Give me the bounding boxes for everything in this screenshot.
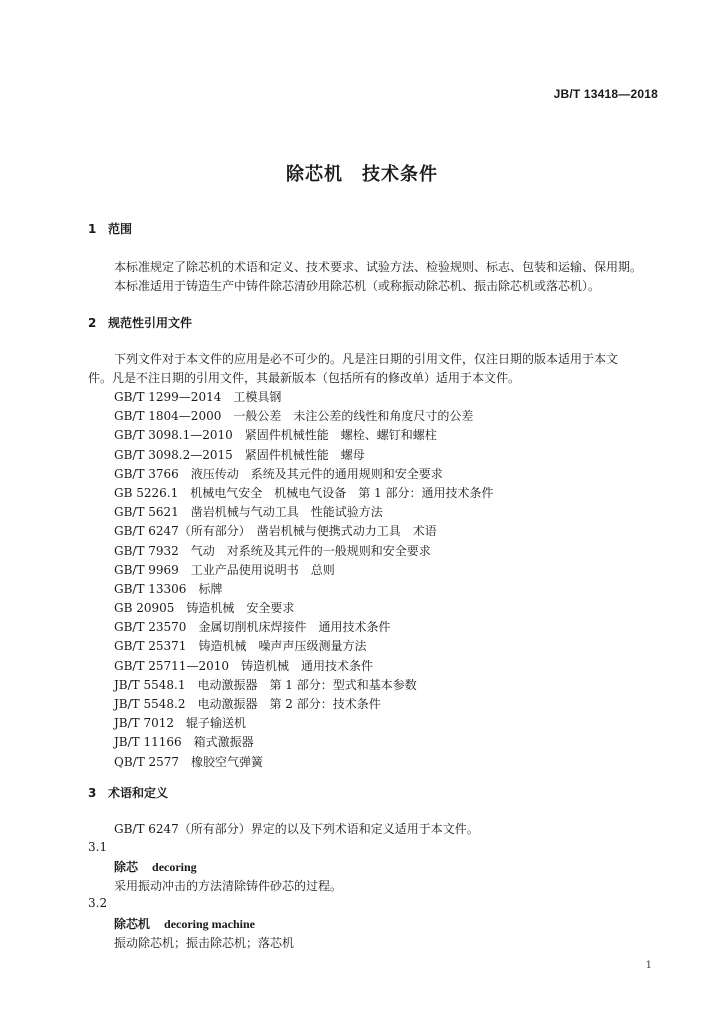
reference-item: JB/T 5548.2 电动激振器 第 2 部分：技术条件 [114, 697, 381, 711]
reference-item: GB/T 7932 气动 对系统及其元件的一般规则和安全要求 [114, 543, 431, 558]
reference-item: JB/T 7012 辊子输送机 [114, 716, 247, 731]
term-chinese: 除芯机 [114, 917, 151, 931]
reference-item: GB/T 5621 凿岩机械与气动工具 性能试验方法 [114, 505, 383, 520]
reference-item: GB/T 9969 工业产品使用说明书 总则 [114, 562, 335, 577]
scope-paragraph-1: 本标准规定了除芯机的术语和定义、技术要求、试验方法、检验规则、标志、包装和运输、保用期。 [114, 260, 643, 274]
term-3-1-definition: 采用振动冲击的方法清除铸件砂芯的过程。 [114, 879, 343, 893]
reference-item: JB/T 11166 箱式激振器 [114, 735, 254, 750]
page-number: 1 [645, 960, 652, 971]
references-intro-line-1: 下列文件对于本文件的应用是必不可少的。凡是注日期的引用文件，仅注日期的版本适用于本文 [114, 352, 619, 366]
reference-item: GB 20905 铸造机械 安全要求 [114, 601, 295, 616]
section-number: 3 [88, 786, 97, 800]
reference-item: GB/T 25371 铸造机械 噪声声压级测量方法 [114, 639, 367, 654]
section-2-heading [88, 314, 192, 331]
terms-intro: GB/T 6247（所有部分）界定的以及下列术语和定义适用于本文件。 [114, 822, 479, 836]
term-3-2-synonyms: 振动除芯机；振击除芯机；落芯机 [114, 936, 295, 950]
term-chinese: 除芯 [114, 860, 139, 874]
section-number: 2 [88, 316, 97, 330]
reference-item: JB/T 5548.1 电动激振器 第 1 部分：型式和基本参数 [114, 677, 417, 692]
standard-code: JB/T 13418—2018 [553, 87, 658, 101]
section-3-heading [88, 784, 168, 801]
reference-item: GB/T 25711—2010 铸造机械 通用技术条件 [114, 658, 373, 673]
reference-item: GB/T 3098.2—2015 紧固件机械性能 螺母 [114, 447, 365, 462]
reference-item: GB/T 1299—2014 工模具钢 [114, 390, 282, 404]
reference-item: GB 5226.1 机械电气安全 机械电气设备 第 1 部分：通用技术条件 [114, 485, 494, 500]
section-1-heading [88, 220, 132, 237]
section-number: 1 [88, 222, 97, 236]
section-title: 范围 [108, 222, 133, 236]
clause-number-3-1: 3.1 [88, 840, 108, 854]
reference-item: GB/T 23570 金属切削机床焊接件 通用技术条件 [114, 620, 391, 635]
reference-item: GB/T 3766 液压传动 系统及其元件的通用规则和安全要求 [114, 466, 443, 481]
section-title: 规范性引用文件 [108, 316, 193, 330]
term-english: decoring machine [164, 917, 256, 931]
reference-item: GB/T 1804—2000 一般公差 未注公差的线性和角度尺寸的公差 [114, 409, 474, 424]
reference-item: GB/T 6247（所有部分） 凿岩机械与便携式动力工具 术语 [114, 524, 437, 539]
term-3-1 [114, 858, 197, 875]
normative-reference-list [114, 388, 493, 772]
references-intro-line-2: 件。凡是不注日期的引用文件，其最新版本（包括所有的修改单）适用于本文件。 [88, 371, 521, 385]
scope-paragraph-2: 本标准适用于铸造生产中铸件除芯清砂用除芯机（或称振动除芯机、振击除芯机或落芯机）。 [114, 279, 601, 293]
section-title: 术语和定义 [108, 786, 169, 800]
reference-item: QB/T 2577 橡胶空气弹簧 [114, 754, 264, 769]
reference-item: GB/T 3098.1—2010 紧固件机械性能 螺栓、螺钉和螺柱 [114, 428, 437, 443]
document-title: 除芯机 技术条件 [286, 164, 438, 185]
clause-number-3-2: 3.2 [88, 896, 108, 910]
term-3-2 [114, 915, 255, 932]
term-english: decoring [152, 860, 197, 874]
reference-item: GB/T 13306 标牌 [114, 581, 223, 596]
